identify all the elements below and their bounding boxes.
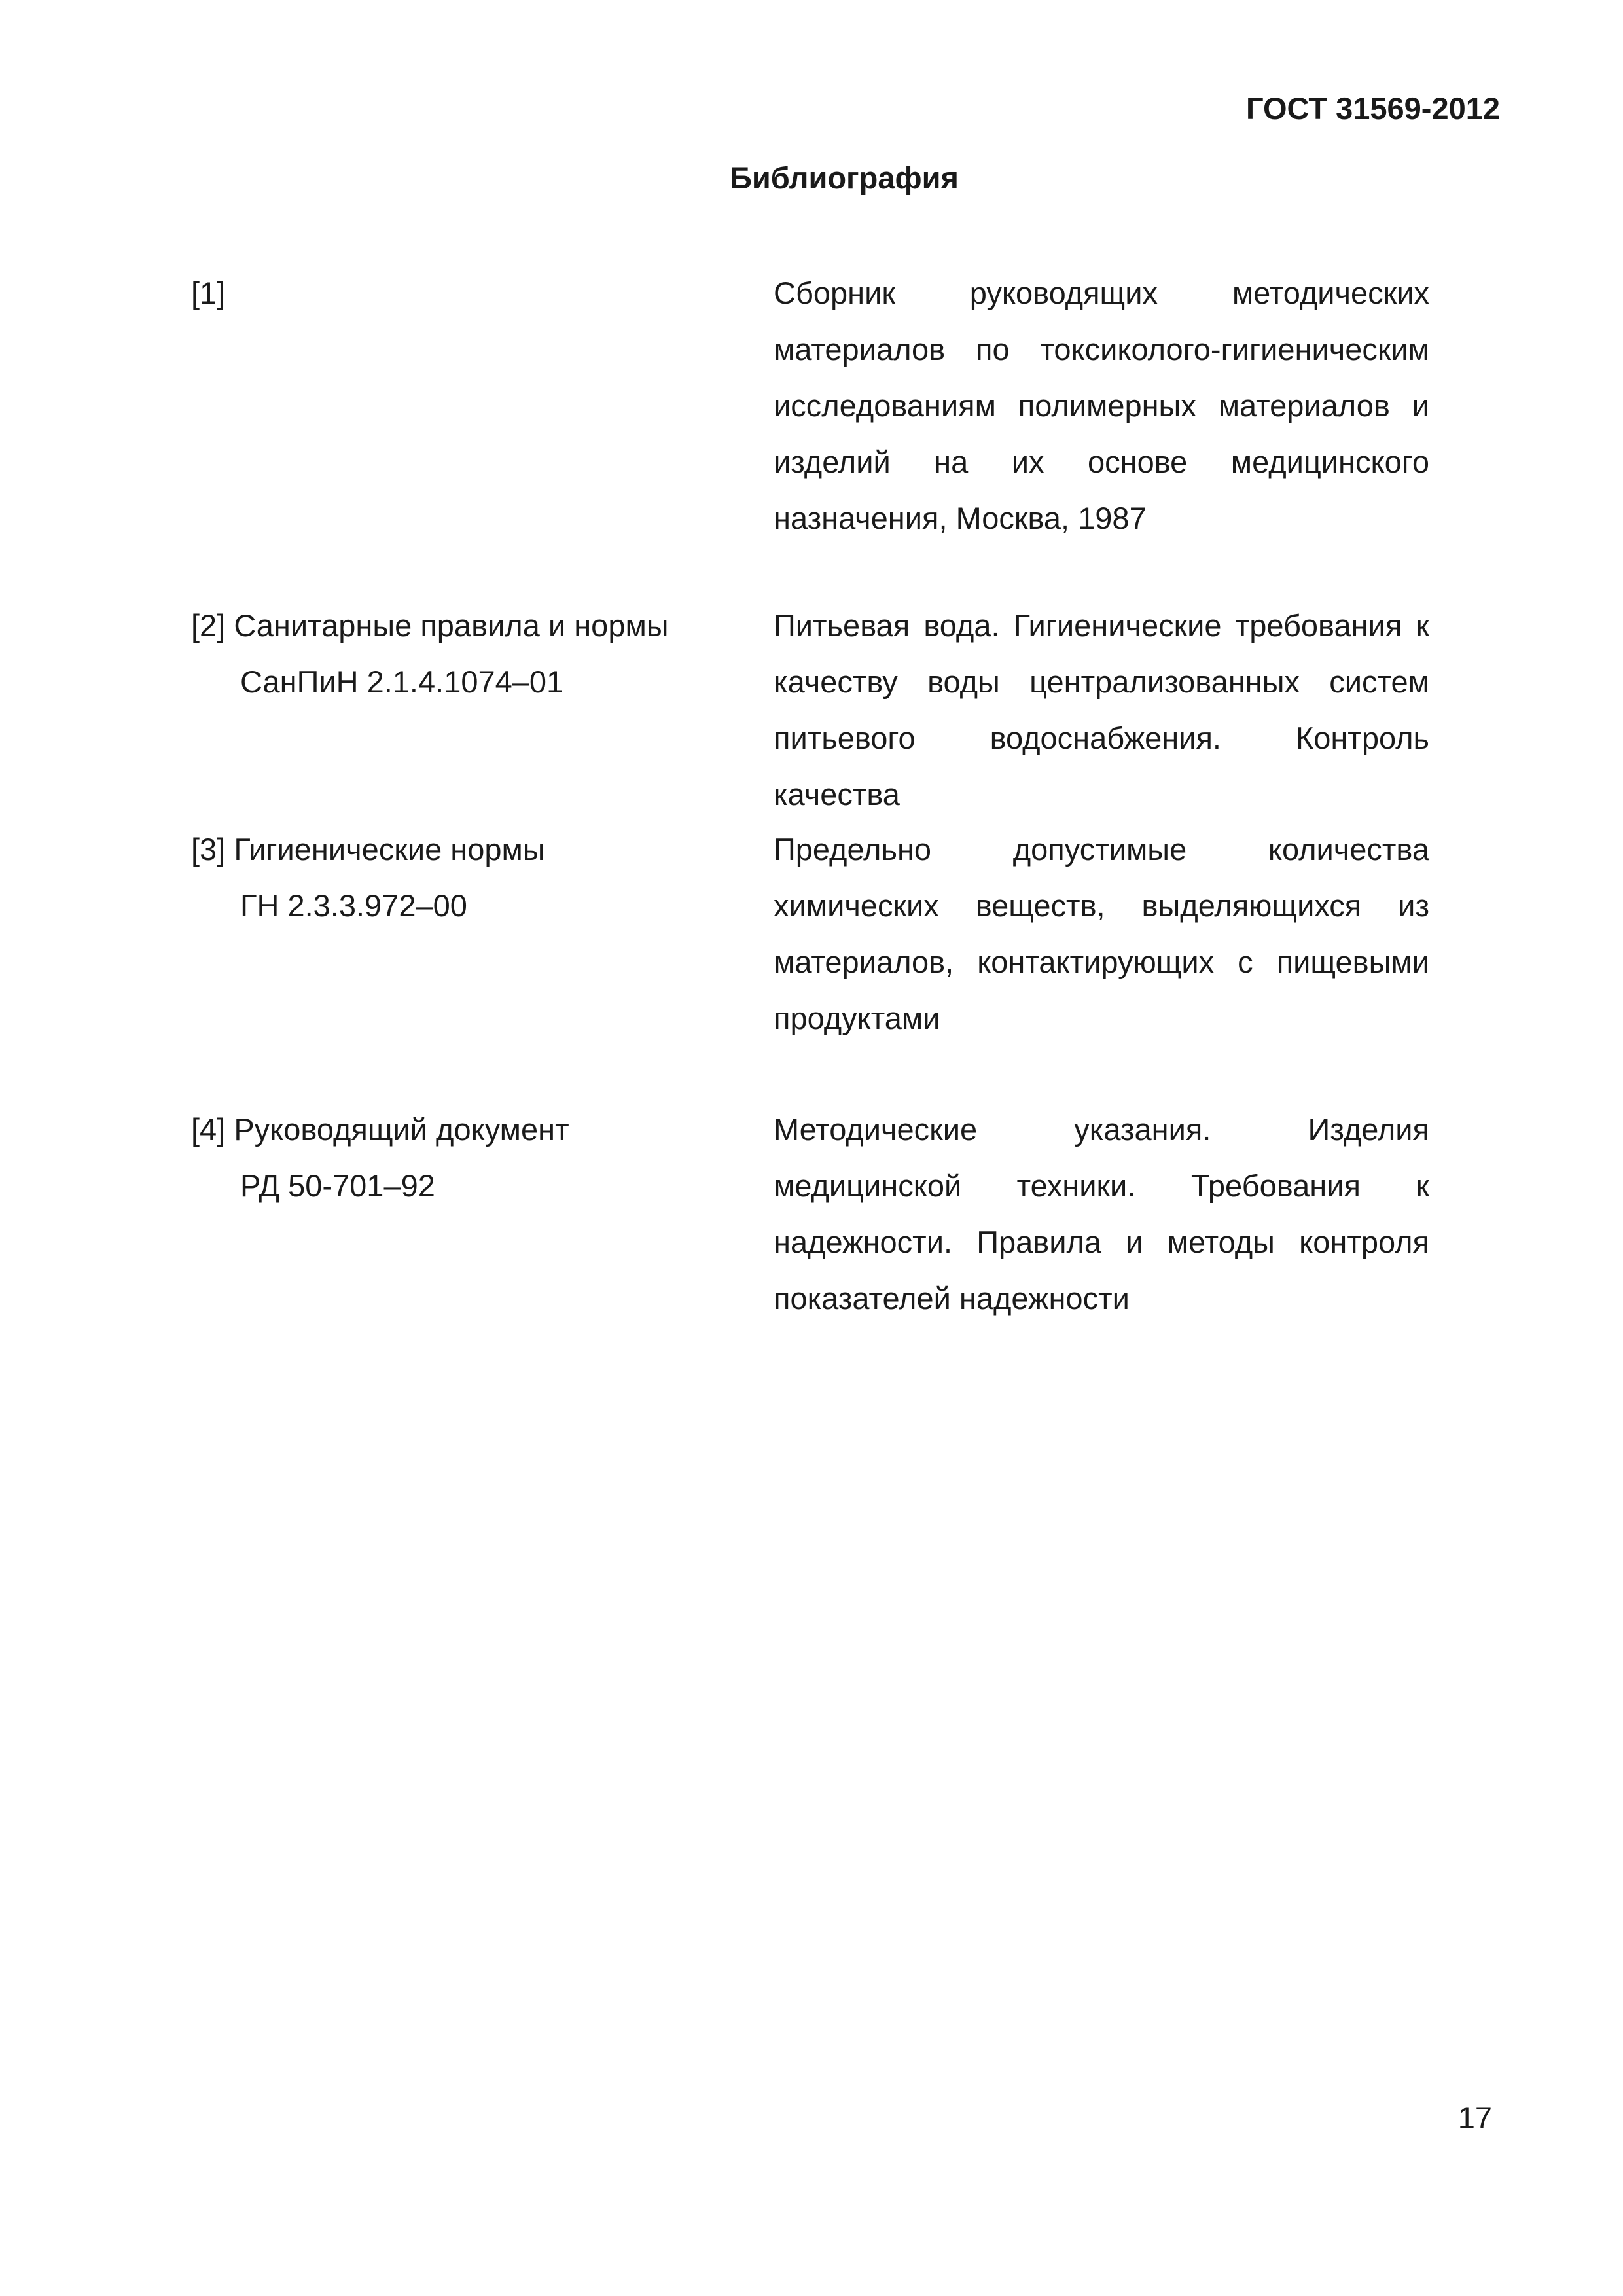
entry-reference-line1: [2] Санитарные правила и нормы [191, 608, 669, 643]
entry-reference-line1: [4] Руководящий документ [191, 1112, 569, 1147]
entry-description: Предельно допустимые количества химических веществ, выделяющихся из материалов, контактирующих с пищевыми продуктами [774, 832, 1429, 1035]
entry-reference-line2: ГН 2.3.3.972–00 [240, 888, 467, 923]
document-code: ГОСТ 31569-2012 [1245, 91, 1500, 126]
entry-reference [191, 1102, 754, 1214]
entry-reference-line1: [3] Гигиенические нормы [191, 832, 545, 867]
page-title: Библиография [730, 160, 959, 195]
entry-description: Питьевая вода. Гигиенические требования к качеству воды централизованных систем питьевого водоснабжения. Контроль качества [774, 608, 1429, 812]
entry-reference-line2: РД 50-701–92 [240, 1168, 435, 1203]
entry-reference [191, 265, 754, 321]
entry-reference-line1: [1] [191, 276, 226, 310]
entry-description: Методические указания. Изделия медицинской техники. Требования к надежности. Правила и методы контроля показателей надежности [774, 1112, 1429, 1316]
page-number: 17 [1457, 2100, 1492, 2135]
entry-reference [191, 821, 754, 934]
entry-description: Сборник руководящих методических материалов по токсиколого-гигиеническим исследованиям полимерных материалов и изделий на их основе медицинского назначения, Москва, 1987 [774, 276, 1429, 535]
entry-reference-line2: СанПиН 2.1.4.1074–01 [240, 664, 564, 699]
entry-reference [191, 598, 754, 710]
